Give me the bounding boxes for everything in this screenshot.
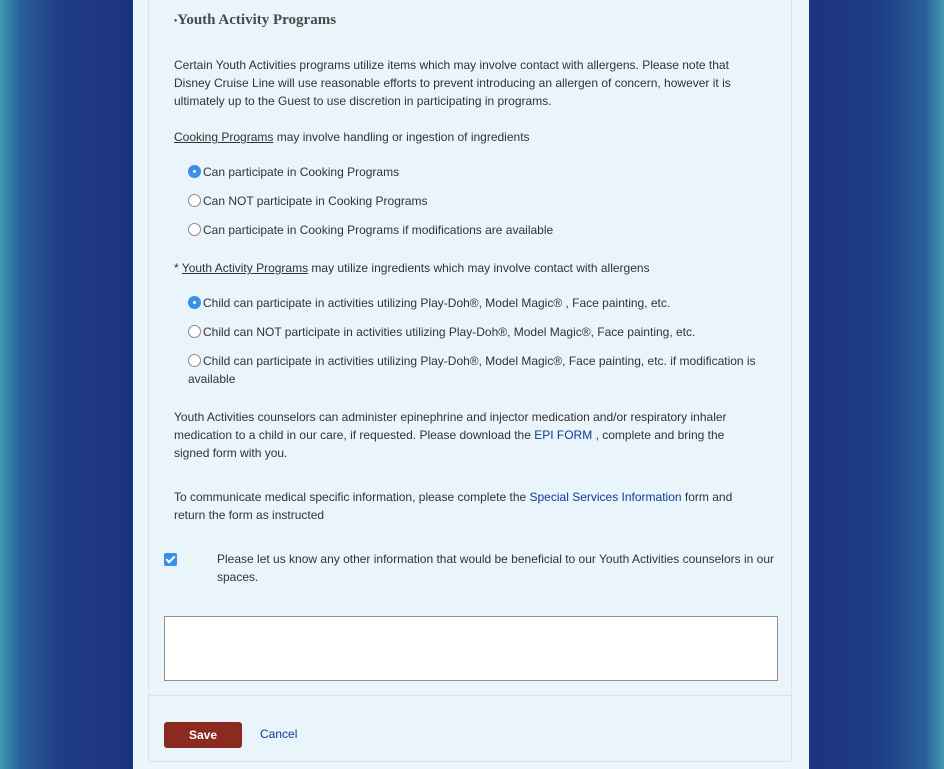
radio-cooking-can[interactable]	[188, 165, 201, 178]
radio-cooking-cannot[interactable]	[188, 194, 201, 207]
other-info-label: Please let us know any other information that would be beneficial to our Youth Activities counselors in our spaces.	[217, 552, 774, 584]
radio-youth-modification[interactable]	[188, 354, 201, 367]
radio-label: Can NOT participate in Cooking Programs	[203, 194, 428, 208]
epi-text-before: Youth Activities counselors can administer epinephrine and injector medication and/or respiratory inhaler medication to a child in our care, if requested. Please download the	[174, 410, 727, 442]
required-asterisk: *	[174, 261, 182, 275]
radio-label: Child can NOT participate in activities utilizing Play-Doh®, Model Magic®, Face painting, etc.	[203, 325, 696, 339]
cooking-heading-rest: may involve handling or ingestion of ingredients	[273, 130, 530, 144]
page-content	[133, 0, 809, 769]
youth-heading	[174, 259, 744, 277]
youth-option-3[interactable]	[188, 352, 758, 388]
youth-activity-card	[148, 0, 792, 762]
radio-label: Can participate in Cooking Programs if modifications are available	[203, 223, 554, 237]
intro-paragraph: Certain Youth Activities programs utilize items which may involve contact with allergens. Please note that Disney Cruise Line will use reasonable efforts to prevent introducing an allergen of concern, however it is ultimately up to the Guest to use discretion in participating in programs.	[174, 58, 731, 108]
other-info-textarea[interactable]	[164, 616, 778, 681]
youth-programs-label: Youth Activity Programs	[181, 261, 309, 275]
radio-youth-cannot[interactable]	[188, 325, 201, 338]
epi-form-link[interactable]: EPI FORM	[534, 428, 593, 442]
cooking-option-1[interactable]	[188, 163, 758, 181]
section-title-text: Youth Activity Programs	[177, 12, 337, 28]
special-services-link[interactable]: Special Services Information	[529, 490, 682, 504]
special-services-paragraph	[174, 488, 744, 524]
footer-divider	[149, 695, 791, 696]
youth-option-2[interactable]	[188, 323, 758, 341]
radio-youth-can[interactable]	[188, 296, 201, 309]
other-info-checkbox[interactable]	[164, 553, 177, 566]
epi-text-after: , complete and bring the signed form with you.	[174, 428, 725, 460]
cooking-option-3[interactable]	[188, 221, 758, 239]
cooking-option-2[interactable]	[188, 192, 758, 210]
cooking-programs-label: Cooking Programs	[174, 130, 274, 144]
radio-label: Child can participate in activities utilizing Play-Doh®, Model Magic®, Face painting, etc. if modification is available	[188, 354, 756, 386]
cooking-heading	[174, 128, 744, 146]
epi-paragraph	[174, 408, 744, 462]
youth-heading-rest: may utilize ingredients which may involve contact with allergens	[308, 261, 650, 275]
radio-label: Can participate in Cooking Programs	[203, 165, 400, 179]
radio-cooking-modifications[interactable]	[188, 223, 201, 236]
special-text-before: To communicate medical specific information, please complete the	[174, 490, 530, 504]
section-title	[174, 12, 336, 29]
radio-label: Child can participate in activities utilizing Play-Doh®, Model Magic® , Face painting, etc.	[203, 296, 671, 310]
youth-option-1[interactable]	[188, 294, 758, 312]
cancel-link[interactable]: Cancel	[260, 727, 298, 741]
special-text-after: form and return the form as instructed	[174, 490, 733, 522]
required-marker: •	[174, 15, 178, 26]
save-button[interactable]: Save	[164, 722, 242, 748]
